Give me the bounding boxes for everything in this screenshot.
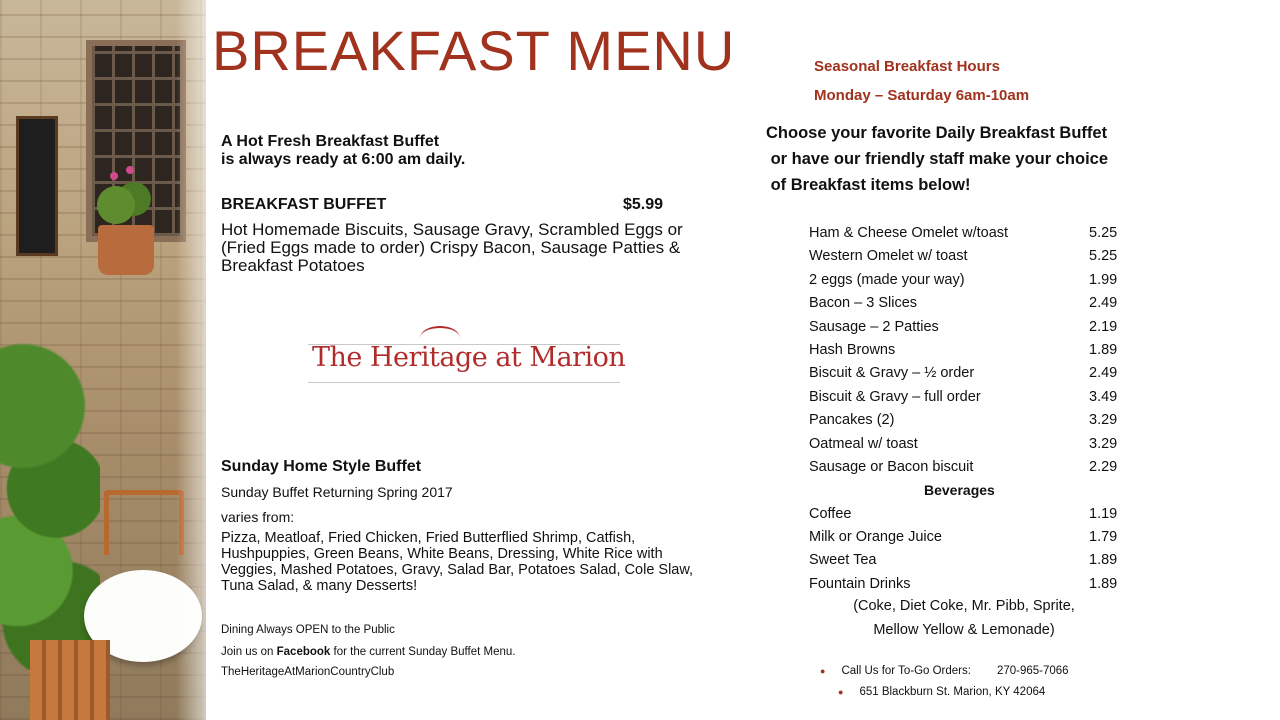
menu-list: [809, 222, 1129, 596]
sunday-returning: Sunday Buffet Returning Spring 2017: [221, 484, 453, 500]
hours-heading: Seasonal Breakfast Hours: [814, 58, 1000, 75]
address: 651 Blackburn St. Marion, KY 42064: [859, 686, 1046, 698]
address-line: [838, 686, 1045, 698]
item-price: 5.25: [1089, 248, 1118, 265]
beverage-item: [809, 549, 1129, 572]
buffet-heading: [221, 196, 663, 214]
item-name: Sweet Tea: [809, 552, 877, 569]
logo-text: The Heritage at Marion: [312, 342, 626, 373]
item-name: Fountain Drinks: [809, 575, 911, 592]
phone-number[interactable]: 270-965-7066: [996, 665, 1069, 677]
item-name: Bacon – 3 Slices: [809, 295, 918, 312]
menu-item: [809, 456, 1129, 479]
togo-label: Call Us for To-Go Orders:: [841, 665, 971, 677]
footer-page-name: TheHeritageAtMarionCountryClub: [221, 666, 395, 678]
sunday-heading: Sunday Home Style Buffet: [221, 458, 422, 475]
facebook-link[interactable]: Facebook: [276, 646, 331, 658]
item-price: 3.49: [1089, 388, 1118, 405]
cafe-photo: [0, 0, 206, 720]
item-price: 2.29: [1089, 458, 1118, 475]
bullet-icon: ●: [820, 666, 826, 676]
choose-line-3: of Breakfast items below!: [766, 176, 971, 194]
chalkboard-sign: [16, 116, 58, 256]
sunday-items: Pizza, Meatloaf, Fried Chicken, Fried Butterflied Shrimp, Catfish, Hushpuppies, Green Beans, White Beans, Dressing, White Rice with Veggies, Mashed Potatoes, Gravy, Salad Bar, Potatoes Salad, Cole Slaw, Tuna Salad, & many Desserts!: [221, 530, 694, 594]
menu-item: [809, 245, 1129, 268]
menu-item: [809, 433, 1129, 456]
item-name: Ham & Cheese Omelet w/toast: [809, 225, 1009, 241]
item-price: 1.79: [1089, 529, 1118, 546]
item-name: Pancakes (2): [809, 412, 895, 429]
item-name: Biscuit & Gravy – full order: [809, 388, 981, 405]
buffet-label: BREAKFAST BUFFET: [221, 196, 387, 213]
footer-facebook: [221, 646, 516, 658]
item-price: 3.29: [1089, 435, 1118, 452]
menu-item: [809, 222, 1129, 245]
menu-item: [809, 386, 1129, 409]
item-name: Sausage or Bacon biscuit: [809, 458, 974, 475]
item-name: Coffee: [809, 505, 852, 522]
menu-item: [809, 316, 1129, 339]
footer-open: Dining Always OPEN to the Public: [221, 624, 395, 636]
menu-item: [809, 269, 1129, 292]
beverage-item: [809, 573, 1129, 596]
menu-item: [809, 339, 1129, 362]
footer-facebook-post: for the current Sunday Buffet Menu.: [330, 646, 516, 658]
togo-line: [820, 665, 1069, 677]
wooden-chair: [30, 640, 110, 720]
page-title: BREAKFAST MENU: [212, 19, 736, 82]
item-price: 1.89: [1089, 552, 1118, 569]
item-name: Milk or Orange Juice: [809, 529, 942, 546]
choose-line-2: or have our friendly staff make your choice: [766, 150, 1109, 168]
hours-days: Monday – Saturday 6am-10am: [814, 87, 1030, 104]
item-price: 1.99: [1089, 271, 1118, 288]
item-name: 2 eggs (made your way): [809, 271, 965, 288]
menu-item: [809, 409, 1129, 432]
chair-back: [104, 490, 184, 555]
buffet-description: Hot Homemade Biscuits, Sausage Gravy, Scrambled Eggs or (Fried Eggs made to order) Crispy Bacon, Sausage Patties & Breakfast Potatoes: [221, 220, 683, 275]
fountain-note-1: (Coke, Diet Coke, Mr. Pibb, Sprite,: [853, 598, 1075, 614]
item-name: Hash Browns: [809, 341, 896, 358]
choose-heading: [766, 120, 1108, 198]
menu-item: [809, 292, 1129, 315]
beverage-item: [809, 526, 1129, 549]
fountain-note-2: Mellow Yellow & Lemonade): [873, 622, 1055, 638]
beverages-heading: Beverages: [924, 482, 995, 499]
item-price: 1.89: [1089, 341, 1118, 358]
flower-icon: [126, 166, 134, 174]
item-price: 1.89: [1089, 575, 1118, 592]
flower-pot: [98, 225, 154, 275]
flower-icon: [110, 172, 118, 180]
choose-line-1: Choose your favorite Daily Breakfast Buffet: [766, 124, 1108, 142]
item-name: Biscuit & Gravy – ½ order: [809, 365, 975, 382]
intro-line-1: A Hot Fresh Breakfast Buffet: [221, 133, 440, 150]
sunday-varies: varies from:: [221, 509, 295, 525]
footer-facebook-pre: Join us on: [221, 646, 277, 658]
intro-line-2: is always ready at 6:00 am daily.: [221, 151, 466, 168]
item-name: Oatmeal w/ toast: [809, 435, 918, 452]
buffet-price: $5.99: [622, 196, 663, 213]
menu-item: [809, 362, 1129, 385]
item-price: 2.19: [1089, 318, 1118, 335]
item-name: Western Omelet w/ toast: [809, 248, 968, 265]
item-price: 2.49: [1089, 365, 1118, 382]
bullet-icon: ●: [838, 687, 844, 697]
heritage-logo: [308, 326, 626, 386]
photo-fade: [176, 0, 206, 720]
item-price: 1.19: [1089, 505, 1118, 522]
item-price: 3.29: [1089, 412, 1118, 429]
item-price: 5.25: [1089, 225, 1118, 241]
beverage-item: [809, 503, 1129, 526]
buffet-intro: [221, 133, 465, 169]
logo-rule-bottom: [308, 382, 620, 383]
item-name: Sausage – 2 Patties: [809, 318, 939, 335]
item-price: 2.49: [1089, 295, 1118, 312]
